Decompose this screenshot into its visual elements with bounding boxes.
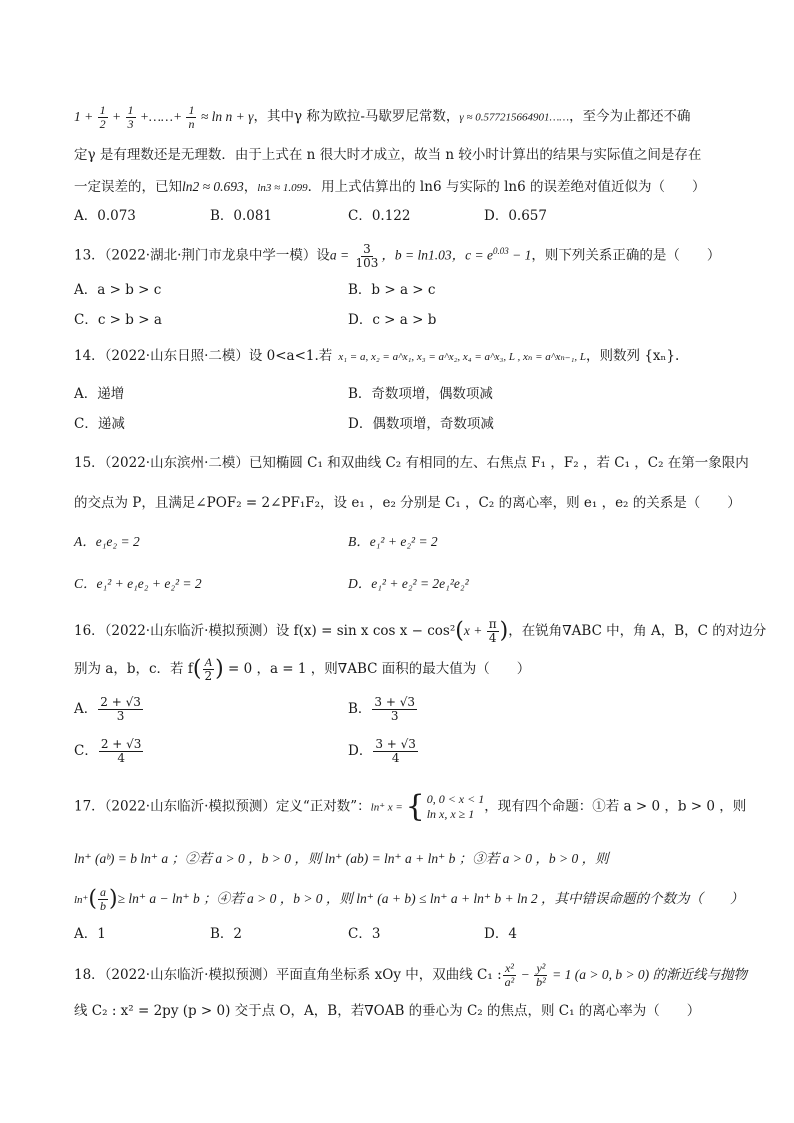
q17-frac-num: a [99,885,106,899]
q18-tail: = 1 (a > 0, b > 0) 的渐近线与抛物 [548,967,748,982]
q17-option-c: C．3 [348,926,381,942]
q17-tail: ，现有四个命题：①若 a > 0 ，b > 0 ，则 [484,798,747,815]
q13-option-b: B．b > a > c [348,282,436,298]
ln3-value: ln3 ≈ 1.099 [257,182,308,194]
q16-line-2: 别为 a，b，c．若 f( $\frac{A}{2}$ ) = 0 ，a = 1 ，则∇ABC 面积的最大值为（ ） [74,655,531,683]
q16-option-d-den: 4 [391,751,400,765]
q18-a2: a² [504,975,515,989]
q16-option-b-num: 3 + √3 [374,695,416,709]
q13-b-def: ，b = ln1.03，c = e [381,247,493,263]
q18-y2: y² [536,961,546,975]
q13-stem: 13．（2022·湖北·荆门市龙泉中学一模）设a = $\frac{3}{103}$ ，b = ln1.03，$c = e^{0.03} - 1$，则下列关系正确的是（ ） [74,241,721,270]
q16-option-b-den: 3 [390,709,399,723]
q16-tail: ，在锐角∇ABC 中，角 A，B，C 的对边分 [508,623,767,639]
q16-line-2-b: = 0 ，a = 1 ，则∇ABC 面积的最大值为（ ） [223,661,531,677]
q16-option-d-label: D． [348,743,373,759]
q18-x2: x² [504,961,514,975]
q16-option-a-num: 2 + √3 [100,695,141,709]
q15-option-a: A．e₁e₂ = 2 [74,534,140,549]
q16-option-b-label: B． [348,701,372,717]
q13-option-c: C．c > b > a [74,312,162,328]
q17-line-3-b: ≥ ln⁺ a − ln⁺ b ；④若 a > 0 ，b > 0 ，则 ln⁺ (a + b) ≤ ln⁺ a + ln⁺ b + ln 2 ，其中错误命题的个数为（ ） [117,891,744,906]
q16-option-c-label: C． [74,743,98,759]
q16-option-c [74,738,144,765]
q15-option-b: B．e₁² + e₂² = 2 [348,534,438,549]
q16-option-d-num: 3 + √3 [375,737,416,751]
q15-line-2: 的交点为 P，且满足∠POF₂ = 2∠PF₁F₂，设 e₁ ，e₂ 分别是 C₁ ，C₂ 的离心率，则 e₁ ，e₂ 的关系是（ ） [74,495,741,511]
q16-two: 2 [204,669,213,683]
q16-option-a-den: 3 [116,709,125,723]
ln2-value: ln2 ≈ 0.693 [182,179,244,194]
q16-option-a [74,696,144,723]
q13-tail: ，则下列关系正确的是（ ） [531,247,721,264]
q13-head: 13．（2022·湖北·荆门市龙泉中学一模）设 [74,247,330,264]
q17-option-b: B．2 [210,926,243,942]
q17-head: 17．（2022·山东临沂·模拟预测）定义“正对数”： [74,798,371,815]
intro-line-1-text: ，其中γ 称为欧拉-马歇罗尼常数， [253,108,460,125]
q13-option-d: D．c > a > b [348,312,437,328]
q16-line-2-a: 别为 a，b，c．若 f [74,661,193,677]
intro-option-a: A．0.073 [74,208,136,224]
q14-stem [74,345,724,368]
q16-option-c-den: 4 [117,751,125,765]
q16-option-a-label: A． [74,701,98,717]
q17-case-2: ln x, x ≥ 1 [426,807,475,821]
q16-head: 16．（2022·山东临沂·模拟预测）设 f(x) = sin x cos x − cos² [74,623,456,639]
q16-option-d [348,738,419,765]
q17-frac-den: b [99,899,106,913]
q14-option-b: B．奇数项增，偶数项减 [348,386,493,402]
q14-option-a: A．递增 [74,386,125,402]
q14-option-d: D．偶数项增，奇数项减 [348,416,494,432]
q16-option-c-num: 2 + √3 [100,737,142,751]
q17-line-3: ln⁺( $\frac{a}{b}$ )≥ ln⁺ a − ln⁺ b ；④若 a > 0 ，b > 0 ，则 ln⁺ (a + b) ≤ ln⁺ a + ln⁺ b + ln 2 ，其中错误命题的个数为（ ） [74,885,744,913]
q14-sequence: x₁ = a, x₂ = a^x₁, x₃ = a^x₂, x₄ = a^x₃, L , xₙ = a^xₙ₋₁, L [338,351,587,363]
q17-line-3-a: ln⁺ [74,894,89,906]
q17-case-1: 0, 0 < x < 1 [426,792,485,806]
intro-line-3: 一定误差的，已知ln2 ≈ 0.693，ln3 ≈ 1.099．用上式估算出的 ln6 与实际的 ln6 的误差绝对值近似为（ ） [74,179,706,195]
q15-option-c: C．e₁² + e₁e₂ + e₂² = 2 [74,576,202,591]
q17-line-2: ln⁺ (aᵇ) = b ln⁺ a ；②若 a > 0 ，b > 0 ，则 ln⁺ (ab) = ln⁺ a + ln⁺ b ；③若 a > 0 ，b > 0 ，则 [74,851,609,866]
gamma-value: γ ≈ 0.577215664901…… [459,111,570,124]
q17-option-a: A．1 [74,926,106,942]
intro-line-1-tail: ，至今为止都还不确 [569,108,691,125]
q15-option-d: D．e₁² + e₂² = 2e₁²e₂² [348,576,469,591]
q14-head: 14．（2022·山东日照·二模）设 0<a<1.若 [74,348,333,364]
harmonic-sum-formula: 1 + $\frac{1}{2}$ + $\frac{1}{3}$ +……+ $\frac{1}{n}$ ≈ ln n + γ [74,103,254,131]
intro-line-3-b: ．用上式估算出的 ln6 与实际的 ln6 的误差绝对值近似为（ ） [307,179,706,195]
intro-option-d: D．0.657 [484,208,547,224]
q17-piecewise: { 0, 0 < x < 1 ln x, x ≥ 1 [405,789,485,824]
q16-paren-inner: x + [463,623,486,638]
q14-tail: ，则数列 {xₙ}. [586,348,680,364]
q18-line-2: 线 C₂ : x² = 2py (p > 0) 交于点 O，A，B，若∇OAB 的垂心为 C₂ 的焦点，则 C₁ 的离心率为（ ） [74,1003,701,1019]
q13-c-tail: − 1 [508,247,532,263]
intro-line-3-a: 一定误差的，已知 [74,179,182,195]
q17-option-d: D．4 [484,926,517,942]
q17-line-1 [74,789,747,824]
q16-option-b [348,696,418,723]
intro-line-1 [74,104,724,131]
q14-option-c: C．递减 [74,416,125,432]
q18-line-1: 18．（2022·山东临沂·模拟预测）平面直角坐标系 xOy 中，双曲线 C₁ : $\frac{\text{x²}}{\text{a²}}$ − $\frac{\text{y²}}{\text{b²}}$ = 1 (a > 0, b > 0) 的渐近线与抛物 [74,961,748,989]
q16-line-1: 16．（2022·山东临沂·模拟预测）设 f(x) = sin x cos x − cos²(x + $\frac{\pi}{4}$ )，在锐角∇ABC 中，角 A，B，C 的对边分 [74,617,767,645]
q15-line-1: 15．（2022·山东滨州·二模）已知椭圆 C₁ 和双曲线 C₂ 有相同的左、右焦点 F₁ ，F₂ ，若 C₁ ，C₂ 在第一象限内 [74,455,749,471]
q18-b2: b² [536,975,546,989]
intro-line-2: 定γ 是有理数还是无理数．由于上式在 n 很大时才成立，故当 n 较小时计算出的结果与实际值之间是存在 [74,147,702,163]
q17-lnplus: ln⁺ x = [370,801,406,814]
q18-head: 18．（2022·山东临沂·模拟预测）平面直角坐标系 xOy 中，双曲线 C₁ : [74,967,502,983]
q13-option-a: A．a > b > c [74,282,162,298]
q16-pi: π [488,617,497,631]
intro-option-b: B．0.081 [210,208,273,224]
q16-a-num: A [204,655,212,669]
q16-four: 4 [488,631,497,645]
intro-option-c: C．0.122 [348,208,411,224]
